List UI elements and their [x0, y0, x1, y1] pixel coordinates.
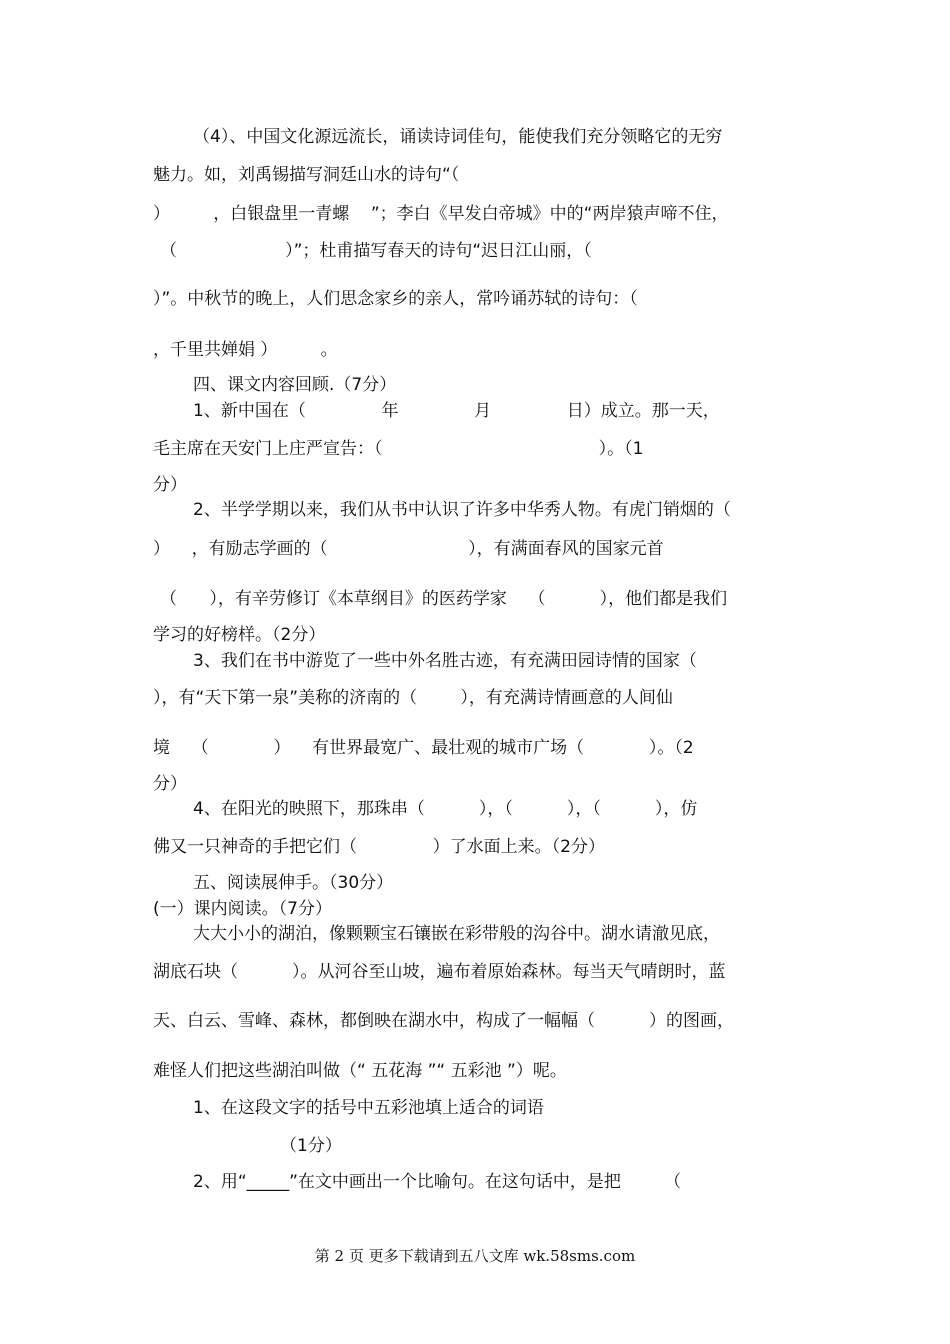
question-line: 2、用“_____”在文中画出一个比喻句。在这句话中，是把 （ — [193, 1172, 682, 1192]
passage-line: 湖底石块（ ）。从河谷至山坡，遍布着原始森林。每当天气晴朗时，蓝 — [153, 962, 726, 982]
passage-line: 天、白云、雪峰、森林，都倒映在湖水中，构成了一幅幅（ ）的图画， — [153, 1011, 735, 1031]
text-line: 境 （ ） 有世界最宽广、最壮观的城市广场（ ）。（2 — [153, 738, 694, 758]
subsection-heading: (一）课内阅读。（7分） — [153, 899, 332, 919]
text-line: （ ）”；杜甫描写春天的诗句“迟日江山丽，（ — [160, 241, 592, 261]
score-note: （1分） — [280, 1136, 342, 1156]
text-line: ） ，白银盘里一青螺 ”；李白《早发白帝城》中的“两岸猿声啼不住， — [153, 204, 729, 224]
question-line: 4、在阳光的映照下，那珠串（ ），（ ），（ ），仿 — [193, 799, 698, 819]
text-line: 分） — [153, 475, 187, 495]
passage-line: 大大小小的湖泊，像颗颗宝石镶嵌在彩带般的沟谷中。湖水请澈见底， — [193, 924, 720, 944]
text-line: 毛主席在天安门上庄严宣告：（ ）。（1 — [153, 439, 644, 459]
question-line: 3、我们在书中游览了一些中外名胜古迹，有充满田园诗情的国家（ — [193, 651, 697, 671]
text-line: （4）、中国文化源远流长，诵读诗词佳句，能使我们充分领略它的无穷 — [193, 127, 723, 147]
text-line: ） ，有励志学画的（ ），有满面春风的国家元首 — [153, 539, 664, 559]
text-line: 分） — [153, 774, 187, 794]
text-line: ，千里共婵娟 ） 。 — [153, 340, 338, 360]
passage-line: 难怪人们把这些湖泊叫做（“ 五花海 ”“ 五彩池 ”）呢。 — [153, 1061, 567, 1081]
text-line: 佛又一只神奇的手把它们（ ）了水面上来。（2分） — [153, 837, 605, 857]
text-line: （ ），有辛劳修订《本草纲目》的医药学家 （ ），他们都是我们 — [160, 589, 728, 609]
question-line: 1、新中国在（ 年 月 日）成立。那一天， — [193, 401, 720, 421]
text-line: ），有“天下第一泉”美称的济南的（ ），有充满诗情画意的人间仙 — [153, 688, 673, 708]
question-line: 1、在这段文字的括号中五彩池填上适合的词语 — [193, 1098, 544, 1118]
section-heading: 四、课文内容回顾.（7分） — [193, 375, 397, 395]
section-heading: 五、阅读展伸手。（30分） — [193, 873, 394, 893]
text-line: 魅力。如，刘禹锡描写洞廷山水的诗句“（ — [153, 165, 460, 185]
text-line: 学习的好榜样。（2分） — [153, 625, 326, 645]
question-line: 2、半学学期以来，我们从书中认识了许多中华秀人物。有虎门销烟的（ — [193, 500, 731, 520]
text-line: ）”。中秋节的晚上，人们思念家乡的亲人，常吟诵苏轼的诗句：（ — [153, 289, 638, 309]
page-footer: 第 2 页 更多下载请到五八文库 wk.58sms.com — [314, 1247, 636, 1265]
